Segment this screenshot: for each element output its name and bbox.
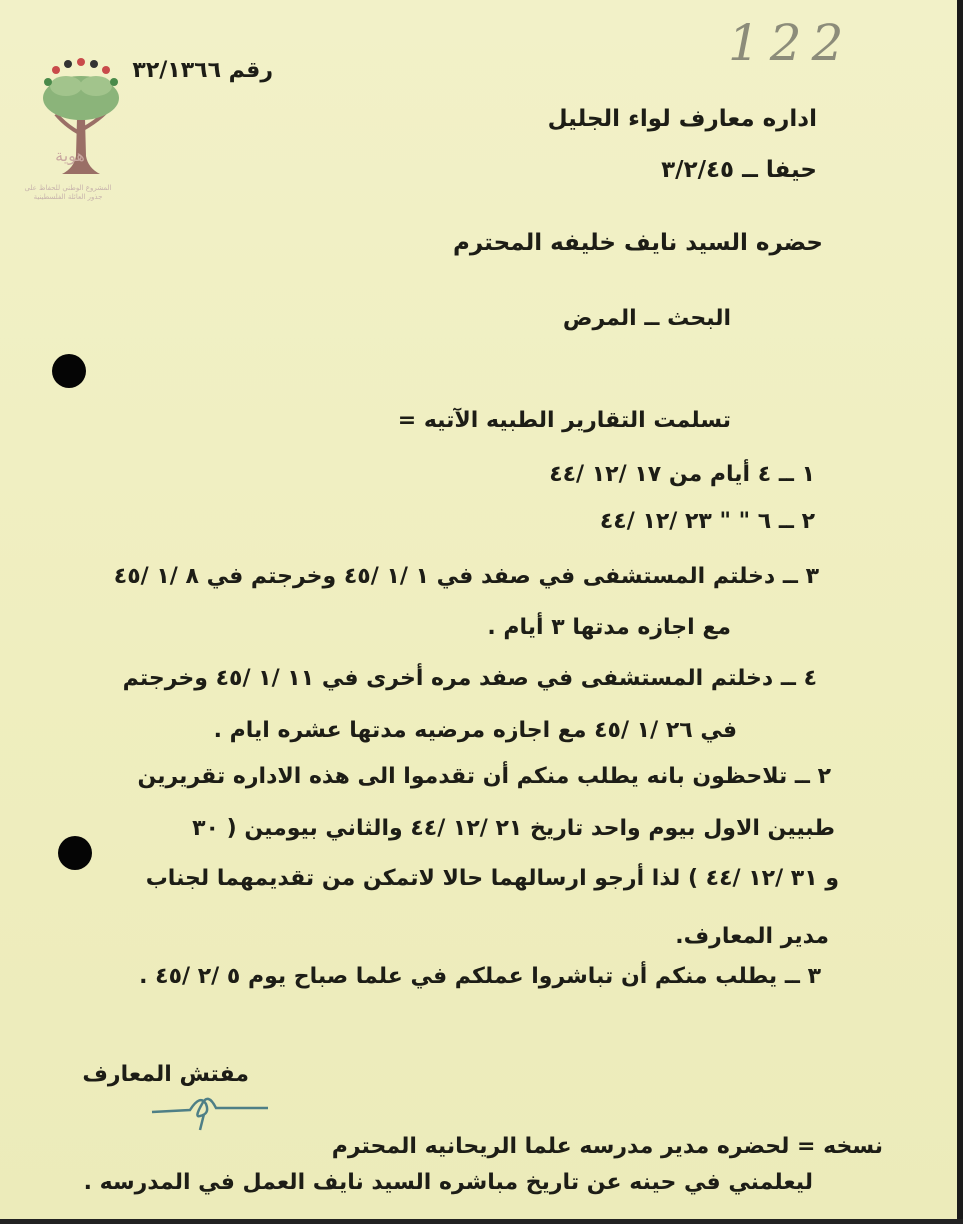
subject-line: البحث ــ المرض <box>562 306 731 331</box>
copy-line: ليعلمني في حينه عن تاريخ مباشره السيد نايف العمل في المدرسه . <box>83 1170 813 1195</box>
copy-line: نسخه = لحضره مدير مدرسه علما الريحانيه المحترم <box>331 1134 883 1159</box>
item-line: ٤ ــ دخلتم المستشفى في صفد مره أخرى في ١١ /١ /٤٥ وخرجتم <box>122 666 817 691</box>
reference-number: رقم ٣٢/١٣٦٦ <box>132 58 273 83</box>
item-line: ١ ــ ٤ أيام من ١٧ /١٢ /٤٤ <box>549 462 815 487</box>
logo-tagline: المشروع الوطني للحفاظ على جذور العائلة الفلسطينية <box>24 184 112 201</box>
paragraph-three: ٣ ــ يطلب منكم أن تباشروا عملكم في علما صباح يوم ٥ /٢ /٤٥ . <box>139 964 821 989</box>
handwritten-signature-icon <box>150 1074 270 1134</box>
item-line: مع اجازه مدتها ٣ أيام . <box>487 615 731 640</box>
scan-edge-right <box>957 0 963 1224</box>
paragraph-two-line: ٢ ــ تلاحظون بانه يطلب منكم أن تقدموا الى هذه الاداره تقريرين <box>137 764 831 789</box>
scan-edge-bottom <box>0 1219 963 1224</box>
department-name: اداره معارف لواء الجليل <box>547 106 817 132</box>
logo-wordmark: هوية <box>55 146 85 165</box>
addressee: حضره السيد نايف خليفه المحترم <box>453 230 823 256</box>
intro-line: تسلمت التقارير الطبيه الآتيه = <box>397 408 731 433</box>
punch-hole-top <box>52 354 86 388</box>
item-line: ٣ ــ دخلتم المستشفى في صفد في ١ /١ /٤٥ وخرجتم في ٨ /١ /٤٥ <box>113 564 819 589</box>
place-date: حيفا ــ ٣/٢/٤٥ <box>661 157 817 183</box>
paragraph-two-line: طبيين الاول بيوم واحد تاريخ ٢١ /١٢ /٤٤ والثاني بيومين ( ٣٠ <box>192 816 835 841</box>
item-line: ٢ ــ ٦ " " ٢٣ /١٢ /٤٤ <box>599 509 815 534</box>
paragraph-two-line: و ٣١ /١٢ /٤٤ ) لذا أرجو ارسالهما حالا لاتمكن من تقديمهما لجناب <box>145 866 839 891</box>
paragraph-two-line: مدير المعارف. <box>675 924 829 949</box>
signature-title: مفتش المعارف <box>82 1062 249 1087</box>
handwritten-page-number: 122 <box>728 14 854 72</box>
item-line: في ٢٦ /١ /٤٥ مع اجازه مرضيه مدتها عشره ايام . <box>213 718 737 743</box>
punch-hole-bottom <box>58 836 92 870</box>
